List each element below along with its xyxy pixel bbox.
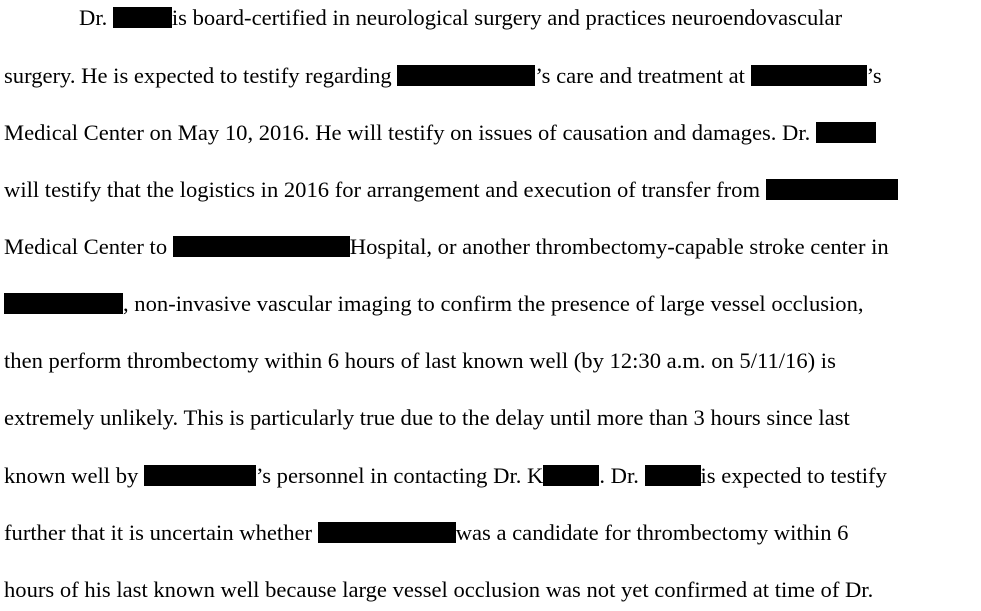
text-line-5 <box>4 232 889 262</box>
redaction-block <box>144 465 256 486</box>
redaction-block <box>318 522 456 543</box>
text-fragment: will testify that the logistics in 2016 for arrangement and execution of transfer from <box>4 177 766 202</box>
text-line-7 <box>4 346 836 376</box>
text-fragment: . Dr. <box>599 463 645 488</box>
text-fragment: is board-certified in neurological surgery and practices neuroendovascular <box>171 5 843 30</box>
redaction-block <box>751 65 867 86</box>
text-fragment: ’s personnel in contacting Dr. K <box>255 463 544 488</box>
text-line-4 <box>4 175 898 205</box>
text-fragment: ’s <box>866 63 882 88</box>
text-fragment: Dr. <box>79 5 113 30</box>
text-fragment: Hospital, or another thrombectomy-capable stroke center in <box>349 234 889 259</box>
redaction-block <box>816 122 876 143</box>
text-line-11 <box>4 575 873 605</box>
text-fragment: Medical Center to <box>4 234 173 259</box>
text-line-10 <box>4 518 848 548</box>
redaction-block <box>113 7 172 28</box>
redaction-block <box>4 293 123 314</box>
text-fragment: was a candidate for thrombectomy within 6 <box>455 520 849 545</box>
text-fragment: known well by <box>4 463 144 488</box>
text-fragment: is expected to testify <box>700 463 887 488</box>
redaction-block <box>397 65 535 86</box>
text-fragment: extremely unlikely. This is particularly true due to the delay until more than 3 hours since last <box>4 405 850 430</box>
text-line-3 <box>4 118 876 148</box>
text-line-2 <box>4 61 882 91</box>
text-line-1 <box>79 3 842 33</box>
text-fragment: Medical Center on May 10, 2016. He will testify on issues of causation and damages. Dr. <box>4 120 816 145</box>
text-fragment: surgery. He is expected to testify regarding <box>4 63 398 88</box>
text-fragment: ’s care and treatment at <box>535 63 751 88</box>
redaction-block <box>543 465 599 486</box>
redaction-block <box>645 465 701 486</box>
redaction-block <box>173 236 350 257</box>
text-line-9 <box>4 461 887 491</box>
redaction-block <box>766 179 898 200</box>
text-fragment: , non-invasive vascular imaging to confirm the presence of large vessel occlusion, <box>123 291 864 316</box>
text-line-8 <box>4 403 850 433</box>
text-line-6 <box>4 289 864 319</box>
text-fragment: then perform thrombectomy within 6 hours of last known well (by 12:30 a.m. on 5/11/16) is <box>4 348 836 373</box>
text-fragment: further that it is uncertain whether <box>4 520 318 545</box>
text-fragment: hours of his last known well because large vessel occlusion was not yet confirmed at time of Dr. <box>4 577 874 602</box>
